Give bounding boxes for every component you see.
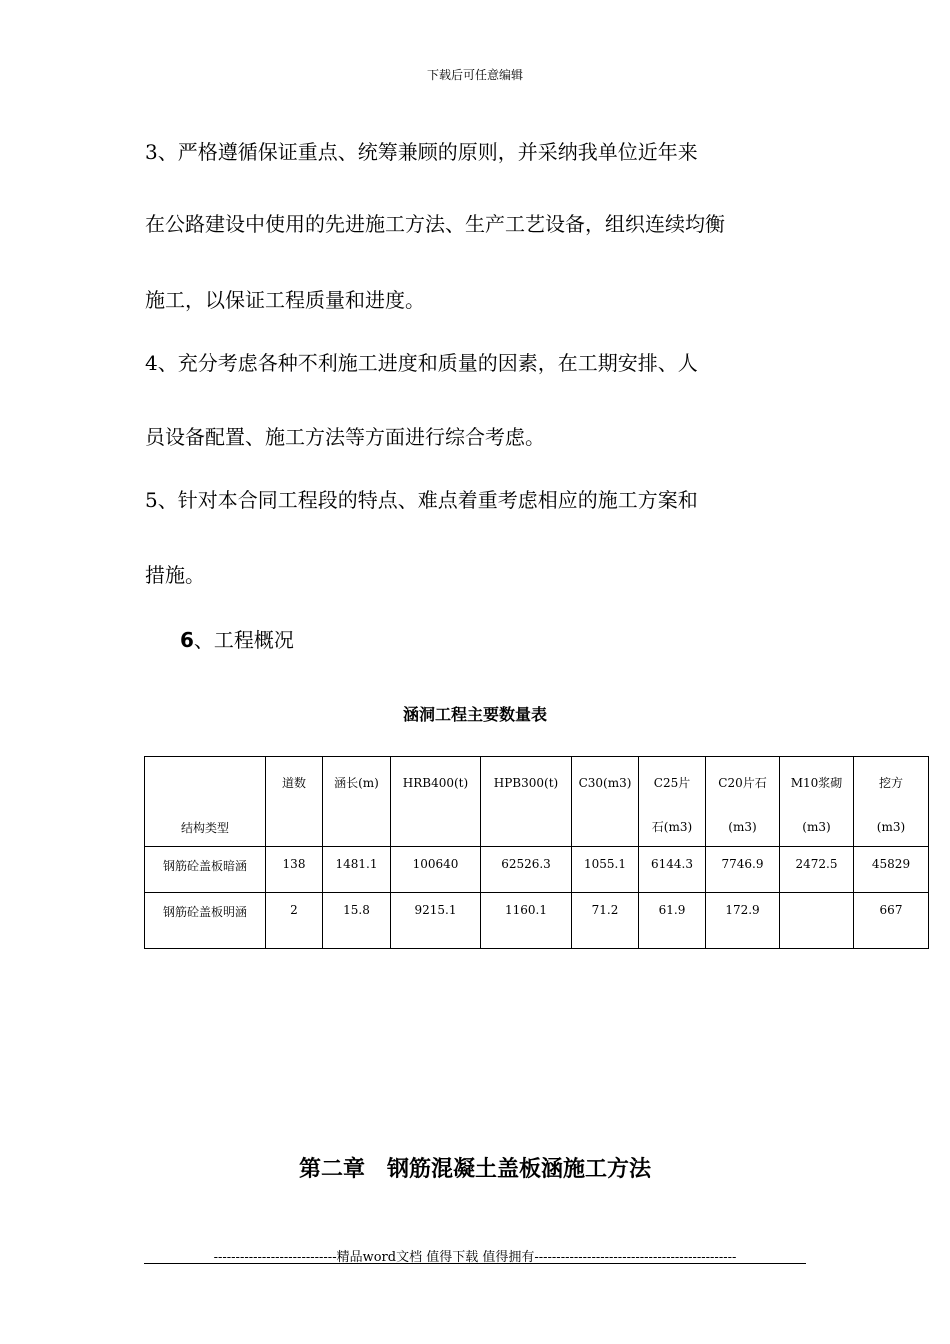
paragraph-5-line-1: 5、针对本合同工程段的特点、难点着重考虑相应的施工方案和 [145, 488, 698, 512]
section-6-heading [180, 624, 294, 653]
paragraph-4-line-2: 员设备配置、施工方法等方面进行综合考虑。 [145, 425, 545, 449]
header-excavation: 挖方 (m3) [854, 757, 929, 847]
table-cell: 1481.1 [323, 847, 391, 893]
table-cell: 1055.1 [572, 847, 639, 893]
table-cell: 667 [854, 893, 929, 949]
header-hrb400: HRB400(t) [391, 757, 481, 847]
table-row [145, 893, 929, 949]
table-header-row [145, 757, 929, 847]
section-6-number: 6 [180, 628, 194, 652]
header-culvert-length: 涵长(m) [323, 757, 391, 847]
table-cell: 138 [266, 847, 323, 893]
table-title: 涵洞工程主要数量表 [402, 705, 547, 724]
paragraph-4-line-1: 4、充分考虑各种不利施工进度和质量的因素，在工期安排、人 [145, 351, 698, 375]
row-type-cell: 钢筋砼盖板暗涵 [145, 847, 266, 893]
table-cell: 71.2 [572, 893, 639, 949]
table-cell: 7746.9 [706, 847, 780, 893]
paragraph-3-line-1: 3、严格遵循保证重点、统筹兼顾的原则，并采纳我单位近年来 [145, 140, 698, 164]
table-cell: 2472.5 [780, 847, 854, 893]
table-row [145, 847, 929, 893]
table-cell [780, 893, 854, 949]
table-cell: 61.9 [639, 893, 706, 949]
quantity-table [144, 756, 929, 949]
paragraph-5-line-2: 措施。 [145, 563, 205, 587]
header-c30: C30(m3) [572, 757, 639, 847]
table-cell: 9215.1 [391, 893, 481, 949]
page-footer: ----------------------------精品word文档 值得下载 值得拥有---------------------------------------------- [213, 1250, 737, 1265]
table-cell: 1160.1 [481, 893, 572, 949]
footer-divider [144, 1263, 806, 1264]
header-count: 道数 [266, 757, 323, 847]
table-cell: 172.9 [706, 893, 780, 949]
paragraph-3-line-2: 在公路建设中使用的先进施工方法、生产工艺设备，组织连续均衡 [145, 212, 725, 236]
table-cell: 15.8 [323, 893, 391, 949]
header-hpb300: HPB300(t) [481, 757, 572, 847]
table-cell: 62526.3 [481, 847, 572, 893]
table-cell: 2 [266, 893, 323, 949]
row-type-cell: 钢筋砼盖板明涵 [145, 893, 266, 949]
table-cell: 6144.3 [639, 847, 706, 893]
page-header: 下载后可任意编辑 [426, 68, 523, 82]
header-c25-rubble: C25片 石(m3) [639, 757, 706, 847]
table-cell: 100640 [391, 847, 481, 893]
chapter-title: 第二章 钢筋混凝土盖板涵施工方法 [298, 1157, 651, 1182]
header-c20-rubble: C20片石 (m3) [706, 757, 780, 847]
table-cell: 45829 [854, 847, 929, 893]
section-6-title: 、工程概况 [193, 628, 294, 652]
paragraph-3-line-3: 施工，以保证工程质量和进度。 [145, 288, 425, 312]
header-structure-type: 结构类型 [145, 757, 266, 847]
header-m10-masonry: M10浆砌 (m3) [780, 757, 854, 847]
